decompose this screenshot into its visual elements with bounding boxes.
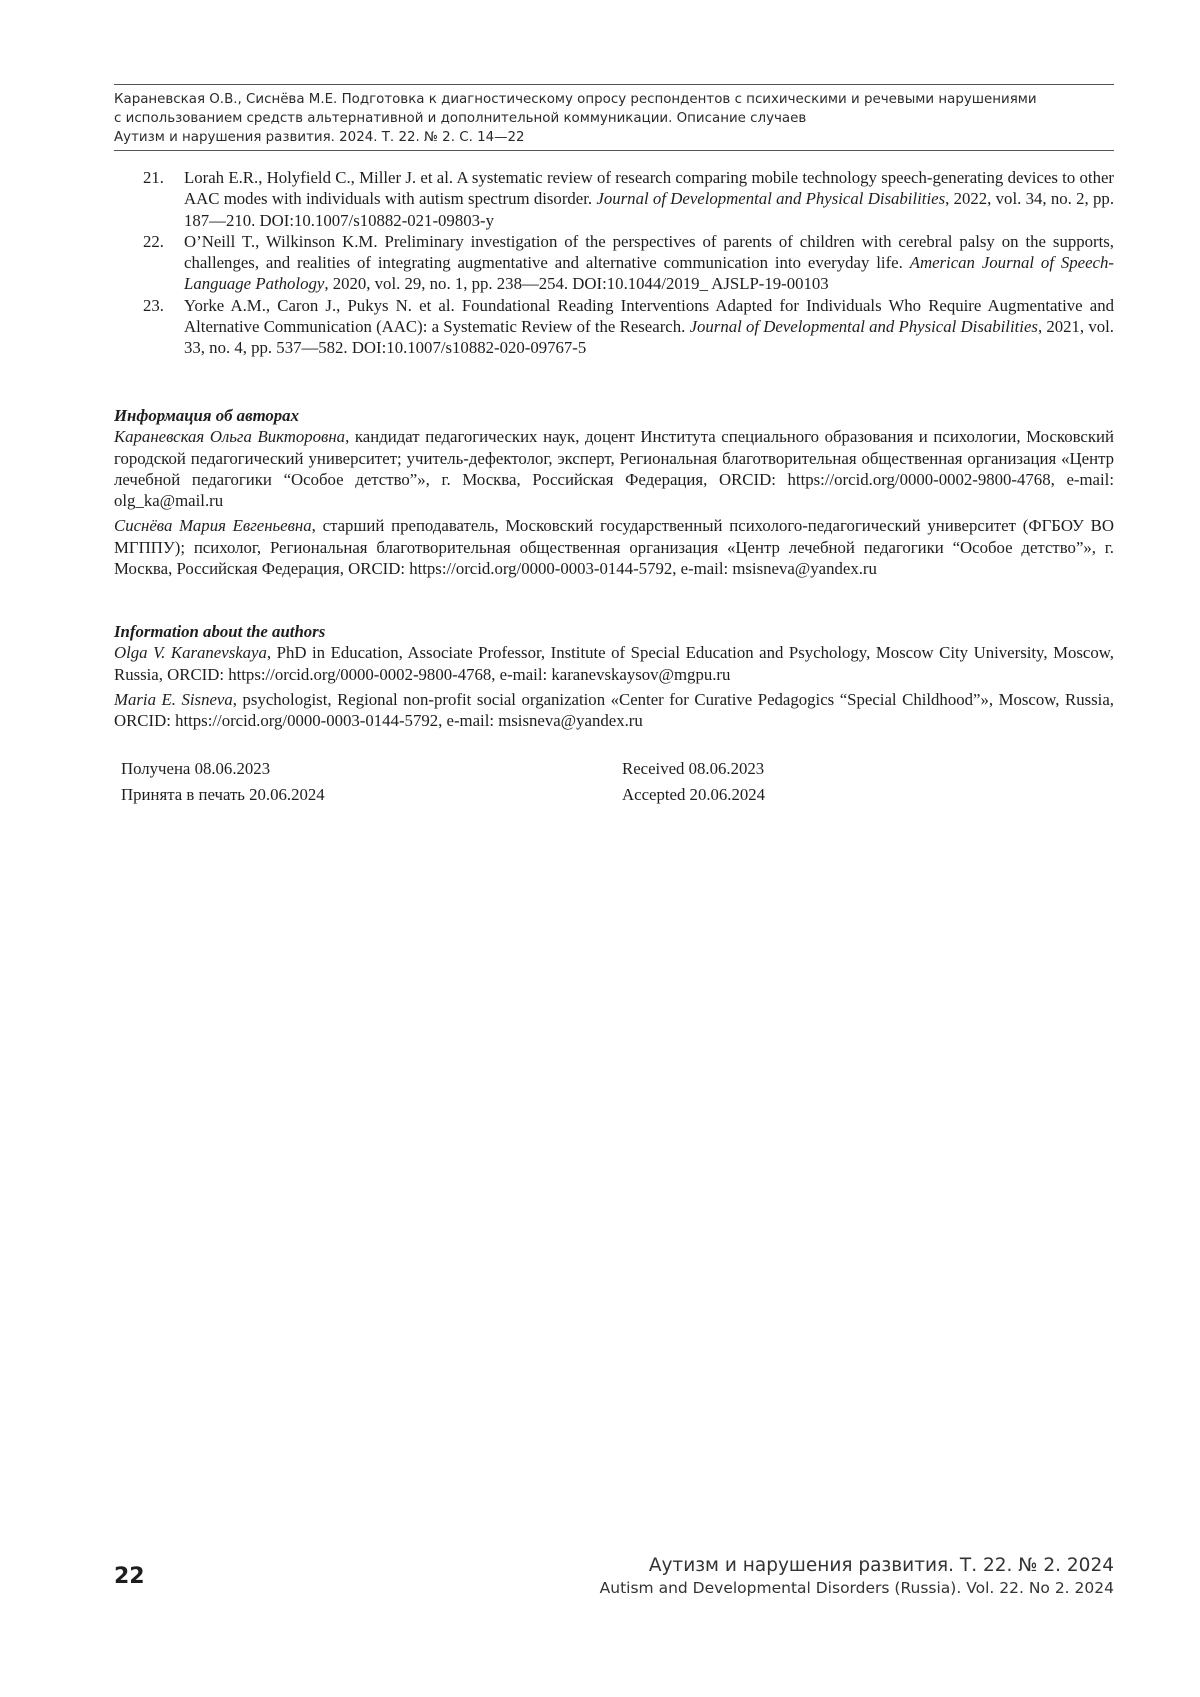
running-footer	[600, 1554, 1114, 1598]
author-name: Maria E. Sisneva	[114, 690, 233, 709]
reference-text: Yorke A.M., Caron J., Pukys N. et al. Foundational Reading Interventions Adapted for Individuals Who Require Augmentative and Alternative Communication (AAC): a Systematic Review of the Research. Journal of Developmental and Physical Disabilities, 2021, vol. 33, no. 4, pp. 537—582. DOI:10.1007/s10882-020-09767-5	[184, 295, 1114, 359]
reference-journal: Journal of Developmental and Physical Disabilities	[690, 317, 1038, 336]
author-name: Olga V. Karanevskaya	[114, 643, 267, 662]
reference-item	[114, 295, 1114, 359]
author-1-en: Olga V. Karanevskaya, PhD in Education, Associate Professor, Institute of Special Education and Psychology, Moscow City University, Moscow, Russia, ORCID: https://orcid.org/0000-0002-9800-4768, e-mail: karanevskaysov@mgpu.ru	[114, 642, 1114, 685]
accepted-date-ru: Принята в печать 20.06.2024	[121, 782, 622, 808]
header-line-3: Аутизм и нарушения развития. 2024. Т. 22. № 2. С. 14—22	[114, 128, 1114, 147]
authors-info-ru-title: Информация об авторах	[114, 405, 1114, 426]
author-2-en: Maria E. Sisneva, psychologist, Regional non-profit social organization «Center for Curative Pedagogics “Special Childhood”», Moscow, Russia, ORCID: https://orcid.org/0000-0003-0144-5792, e-mail: msisneva@yandex.ru	[114, 689, 1114, 732]
authors-info-ru	[114, 405, 1114, 583]
header-line-1: Караневская О.В., Сиснёва М.Е. Подготовка к диагностическому опросу респондентов с психическими и речевыми нарушениями	[114, 90, 1114, 109]
author-2-ru: Сиснёва Мария Евгеньевна, старший преподаватель, Московский государственный психолого-педагогический университет (ФГБОУ ВО МГППУ); психолог, Региональная благотворительная общественная организация «Центр лечебной педагогики “Особое детство”», г. Москва, Российская Федерация, ORCID: https://orcid.org/0000-0003-0144-5792, e-mail: msisneva@yandex.ru	[114, 515, 1114, 579]
reference-number: 21.	[114, 167, 184, 231]
page-number: 22	[114, 1564, 145, 1589]
author-name: Сиснёва Мария Евгеньевна	[114, 516, 312, 535]
reference-number: 22.	[114, 231, 184, 295]
received-date-en: Received 08.06.2023	[622, 756, 764, 782]
reference-text: O’Neill T., Wilkinson K.M. Preliminary investigation of the perspectives of parents of children with cerebral palsy on the supports, challenges, and realities of integrating augmentative and alternative communication into everyday life. American Journal of Speech-Language Pathology, 2020, vol. 29, no. 1, pp. 238—254. DOI:10.1044/2019_ AJSLP-19-00103	[184, 231, 1114, 295]
authors-info-en	[114, 621, 1114, 735]
header-line-2: с использованием средств альтернативной и дополнительной коммуникации. Описание случаев	[114, 109, 1114, 128]
running-header	[114, 84, 1114, 151]
reference-text: Lorah E.R., Holyfield C., Miller J. et al. A systematic review of research comparing mobile technology speech-generating devices to other AAC modes with individuals with autism spectrum disorder. Journal of Developmental and Physical Disabilities, 2022, vol. 34, no. 2, pp. 187—210. DOI:10.1007/s10882-021-09803-y	[184, 167, 1114, 231]
article-dates	[121, 756, 821, 808]
received-date-ru: Получена 08.06.2023	[121, 756, 622, 782]
author-name: Караневская Ольга Викторовна	[114, 427, 345, 446]
author-1-ru: Караневская Ольга Викторовна, кандидат педагогических наук, доцент Института специального образования и психологии, Московский городской педагогический университет; учитель-дефектолог, эксперт, Региональная благотворительная общественная организация «Центр лечебной педагогики “Особое детство”», г. Москва, Российская Федерация, ORCID: https://orcid.org/0000-0002-9800-4768, e-mail: olg_ka@mail.ru	[114, 426, 1114, 511]
footer-journal-ru: Аутизм и нарушения развития. Т. 22. № 2. 2024	[600, 1554, 1114, 1578]
reference-item	[114, 167, 1114, 231]
authors-info-en-title: Information about the authors	[114, 621, 1114, 642]
accepted-date-en: Accepted 20.06.2024	[622, 782, 765, 808]
footer-journal-en: Autism and Developmental Disorders (Russia). Vol. 22. No 2. 2024	[600, 1578, 1114, 1598]
reference-number: 23.	[114, 295, 184, 359]
reference-journal: Journal of Developmental and Physical Disabilities	[596, 189, 945, 208]
reference-journal: American Journal of Speech-Language Pathology	[184, 253, 1114, 293]
reference-item	[114, 231, 1114, 295]
reference-list	[114, 167, 1114, 359]
